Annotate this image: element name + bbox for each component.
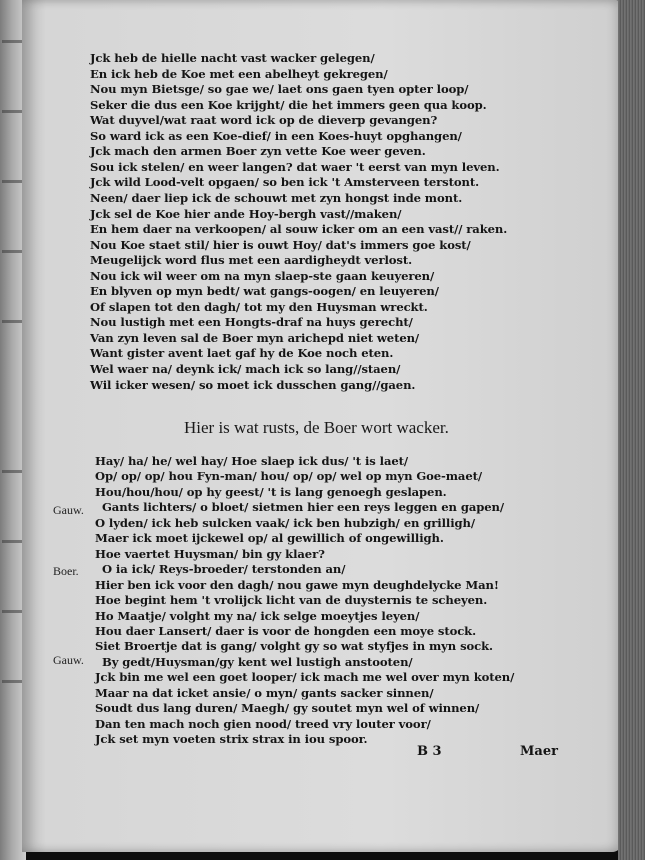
verse-line: En hem daer na verkoopen/ al souw icker om an een vast// raken. xyxy=(90,222,508,237)
dialogue-line: Op/ op/ op/ hou Fyn-man/ hou/ op/ op/ wel op myn Goe-maet/ xyxy=(95,469,483,484)
verse-line: Jck sel de Koe hier ande Hoy-bergh vast//maken/ xyxy=(90,206,402,221)
verse-line: Van zyn leven sal de Boer myn arichepd niet weten/ xyxy=(90,330,420,345)
dialogue-line: By gedt/Huysman/gy kent wel lustigh anstooten/ xyxy=(102,654,413,669)
verse-line: Nou ick wil weer om na myn slaep-ste gaan keuyeren/ xyxy=(90,268,435,283)
dialogue-line: Ho Maatje/ volght my na/ ick selge moeytjes leyen/ xyxy=(95,608,420,623)
verse-line: Neen/ daer liep ick de schouwt met zyn hongst inde mont. xyxy=(90,190,463,205)
dialogue-line: Hier ben ick voor den dagh/ nou gawe myn deughdelycke Man! xyxy=(95,577,499,592)
verse-line: Wat duyvel/wat raat word ick op de dieverp gevangen? xyxy=(90,113,438,128)
speaker-label-boer: Boer. xyxy=(53,564,79,578)
speaker-label-gauw-2: Gauw. xyxy=(53,653,84,667)
signature-mark: B 3 xyxy=(417,744,442,759)
page-stack-edge xyxy=(618,0,645,860)
verse-line: Wel waer na/ deynk ick/ mach ick so lang//staen/ xyxy=(90,362,401,376)
dialogue-line: Hou/hou/hou/ op hy geest/ 't is lang genoegh geslapen. xyxy=(95,484,447,499)
dialogue-line: Hou daer Lansert/ daer is voor de hongden een moye stock. xyxy=(95,623,477,638)
speaker-label-gauw: Gauw. xyxy=(53,503,84,517)
dialogue-line: Soudt dus lang duren/ Maegh/ gy soutet myn wel of winnen/ xyxy=(95,701,480,716)
dialogue-line: Siet Broertje dat is gang/ volght gy so wat styfjes in myn sock. xyxy=(95,639,493,654)
dialogue-line: Jck set myn voeten strix strax in iou spoor. xyxy=(95,732,368,747)
verse-line: Jck wild Lood-velt opgaen/ so ben ick 't Amsterveen terstont. xyxy=(90,175,480,190)
verse-line: En blyven op myn bedt/ wat gangs-oogen/ en leuyeren/ xyxy=(90,284,439,299)
dialogue-line: O lyden/ ick heb sulcken vaak/ ick ben hubzigh/ en grilligh/ xyxy=(95,515,475,530)
dialogue-line: Maer ick moet ijckewel op/ al gewillich of ongewilligh. xyxy=(95,531,444,546)
dialogue-line: Maar na dat icket ansie/ o myn/ gants sacker sinnen/ xyxy=(95,685,434,700)
verse-line: Of slapen tot den dagh/ tot my den Huysman wreckt. xyxy=(90,299,428,314)
verse-line: Sou ick stelen/ en weer langen? dat waer 't eerst van myn leven. xyxy=(90,159,500,174)
verse-line: Jck mach den armen Boer zyn vette Koe weer geven. xyxy=(90,144,426,159)
section-heading: Hier is wat rusts, de Boer wort wacker. xyxy=(184,418,449,437)
dialogue-line: Gants lichters/ o bloet/ sietmen hier een reys leggen en gapen/ xyxy=(102,500,504,515)
verse-line: Nou Koe staet stil/ hier is ouwt Hoy/ dat's immers goe kost/ xyxy=(90,237,471,252)
dialogue-line: Hoe begint hem 't vrolijck licht van de duysternis te scheyen. xyxy=(95,593,488,608)
verse-line: Nou myn Bietsge/ so gae we/ laet ons gaen tyen opter loop/ xyxy=(90,82,469,97)
book-page xyxy=(22,0,622,852)
dialogue-line: Hoe vaertet Huysman/ bin gy klaer? xyxy=(95,546,325,561)
verse-line: So ward ick as een Koe-dief/ in een Koes-huyt opghangen/ xyxy=(90,128,462,143)
dialogue-line: O ia ick/ Reys-broeder/ terstonden an/ xyxy=(102,562,346,577)
verse-line: Wil icker wesen/ so moet ick dusschen gang//gaen. xyxy=(90,377,416,392)
verse-line: Meugelijck word flus met een aardigheydt verlost. xyxy=(90,253,413,268)
verse-line: Nou lustigh met een Hongts-draf na huys gerecht/ xyxy=(90,315,413,330)
verse-line: Seker die dus een Koe krijght/ die het immers geen qua koop. xyxy=(90,97,487,112)
catchword: Maer xyxy=(520,744,558,759)
dialogue-line: Jck bin me wel een goet looper/ ick mach me wel over myn koten/ xyxy=(95,670,515,685)
dialogue-line: Hay/ ha/ he/ wel hay/ Hoe slaep ick dus/ 't is laet/ xyxy=(95,454,409,468)
verse-line: Want gister avent laet gaf hy de Koe noch eten. xyxy=(90,346,394,361)
verse-line: En ick heb de Koe met een abelheyt gekregen/ xyxy=(90,66,388,81)
verse-line: Jck heb de hielle nacht vast wacker gelegen/ xyxy=(90,51,375,65)
dialogue-line: Dan ten mach noch gien nood/ treed vry louter voor/ xyxy=(95,716,431,731)
